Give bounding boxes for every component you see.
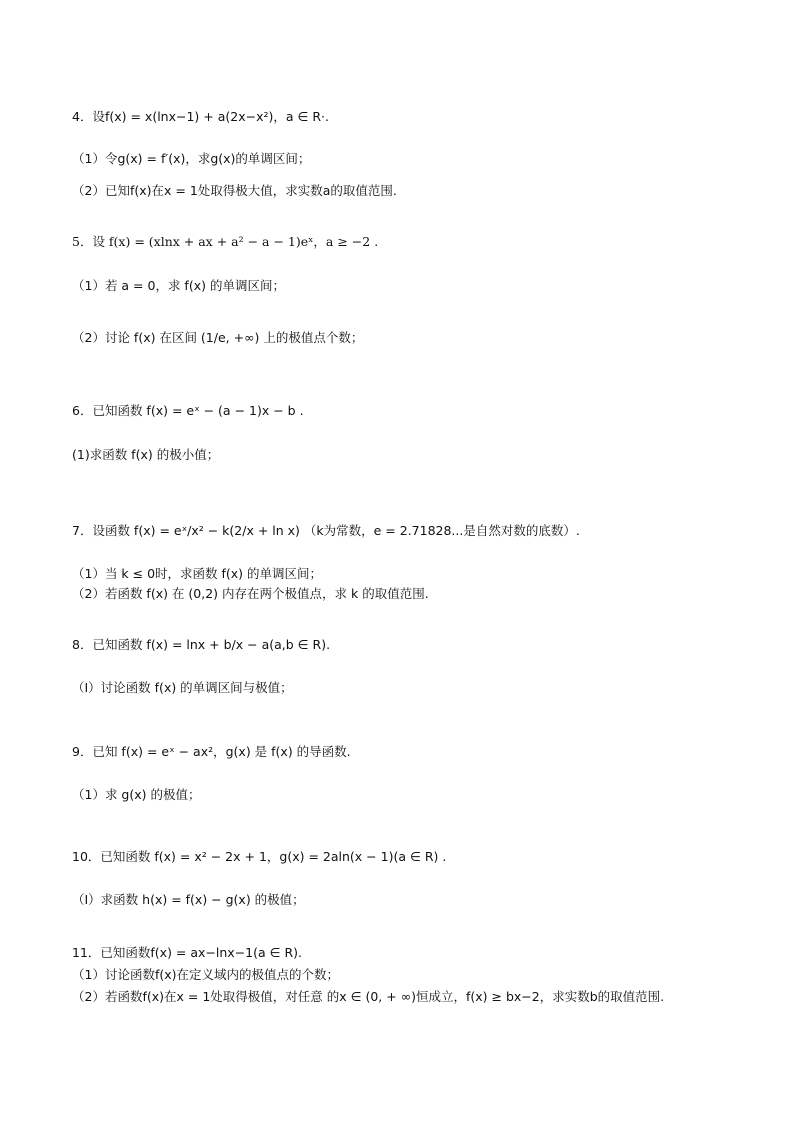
problem-8-part-1: （Ⅰ）讨论函数 f(x) 的单调区间与极值； bbox=[72, 680, 293, 695]
problem-6-stem: 6．已知函数 f(x) = eˣ − (a − 1)x − b . bbox=[72, 403, 304, 418]
problem-7-stem: 7．设函数 f(x) = eˣ/x² − k(2/x + ln x) （k为常数，e = 2.71828...是自然对数的底数）. bbox=[72, 523, 580, 538]
problem-4-part-1: （1）令g(x) = f′(x)，求g(x)的单调区间； bbox=[72, 151, 311, 166]
problem-10-stem: 10．已知函数 f(x) = x² − 2x + 1，g(x) = 2aln(x − 1)(a ∈ R) . bbox=[72, 849, 447, 864]
problem-4-stem: 4．设f(x) = x(lnx−1) + a(2x−x²)，a ∈ R·. bbox=[72, 109, 329, 124]
problem-8-stem: 8．已知函数 f(x) = lnx + b/x − a(a,b ∈ R). bbox=[72, 637, 331, 652]
problem-11-stem: 11．已知函数f(x) = ax−lnx−1(a ∈ R). bbox=[72, 945, 303, 960]
problem-10-part-1: （Ⅰ）求函数 h(x) = f(x) − g(x) 的极值； bbox=[72, 892, 305, 907]
problem-5-part-2: （2）讨论 f(x) 在区间 (1/e, +∞) 上的极值点个数； bbox=[72, 330, 364, 345]
problem-5-stem: 5．设 f(x) = (xlnx + ax + a² − a − 1)eˣ，a ≥ −2 . bbox=[72, 234, 379, 249]
problem-7-part-1: （1）当 k ≤ 0时，求函数 f(x) 的单调区间； bbox=[72, 566, 323, 581]
problem-9-part-1: （1）求 g(x) 的极值； bbox=[72, 787, 201, 802]
problem-9-stem: 9．已知 f(x) = eˣ − ax²，g(x) 是 f(x) 的导函数. bbox=[72, 744, 351, 759]
problem-11-part-1: （1）讨论函数f(x)在定义域内的极值点的个数； bbox=[72, 967, 340, 982]
problem-4-part-2: （2）已知f(x)在x = 1处取得极大值，求实数a的取值范围. bbox=[72, 183, 397, 198]
problem-5-part-1: （1）若 a = 0，求 f(x) 的单调区间； bbox=[72, 278, 285, 293]
problem-6-part-1: (1)求函数 f(x) 的极小值； bbox=[72, 447, 220, 462]
problem-7-part-2: （2）若函数 f(x) 在 (0,2) 内存在两个极值点，求 k 的取值范围. bbox=[72, 586, 429, 601]
problem-11-part-2: （2）若函数f(x)在x = 1处取得极值，对任意 的x ∈ (0, + ∞)恒成立，f(x) ≥ bx−2，求实数b的取值范围. bbox=[72, 989, 665, 1004]
